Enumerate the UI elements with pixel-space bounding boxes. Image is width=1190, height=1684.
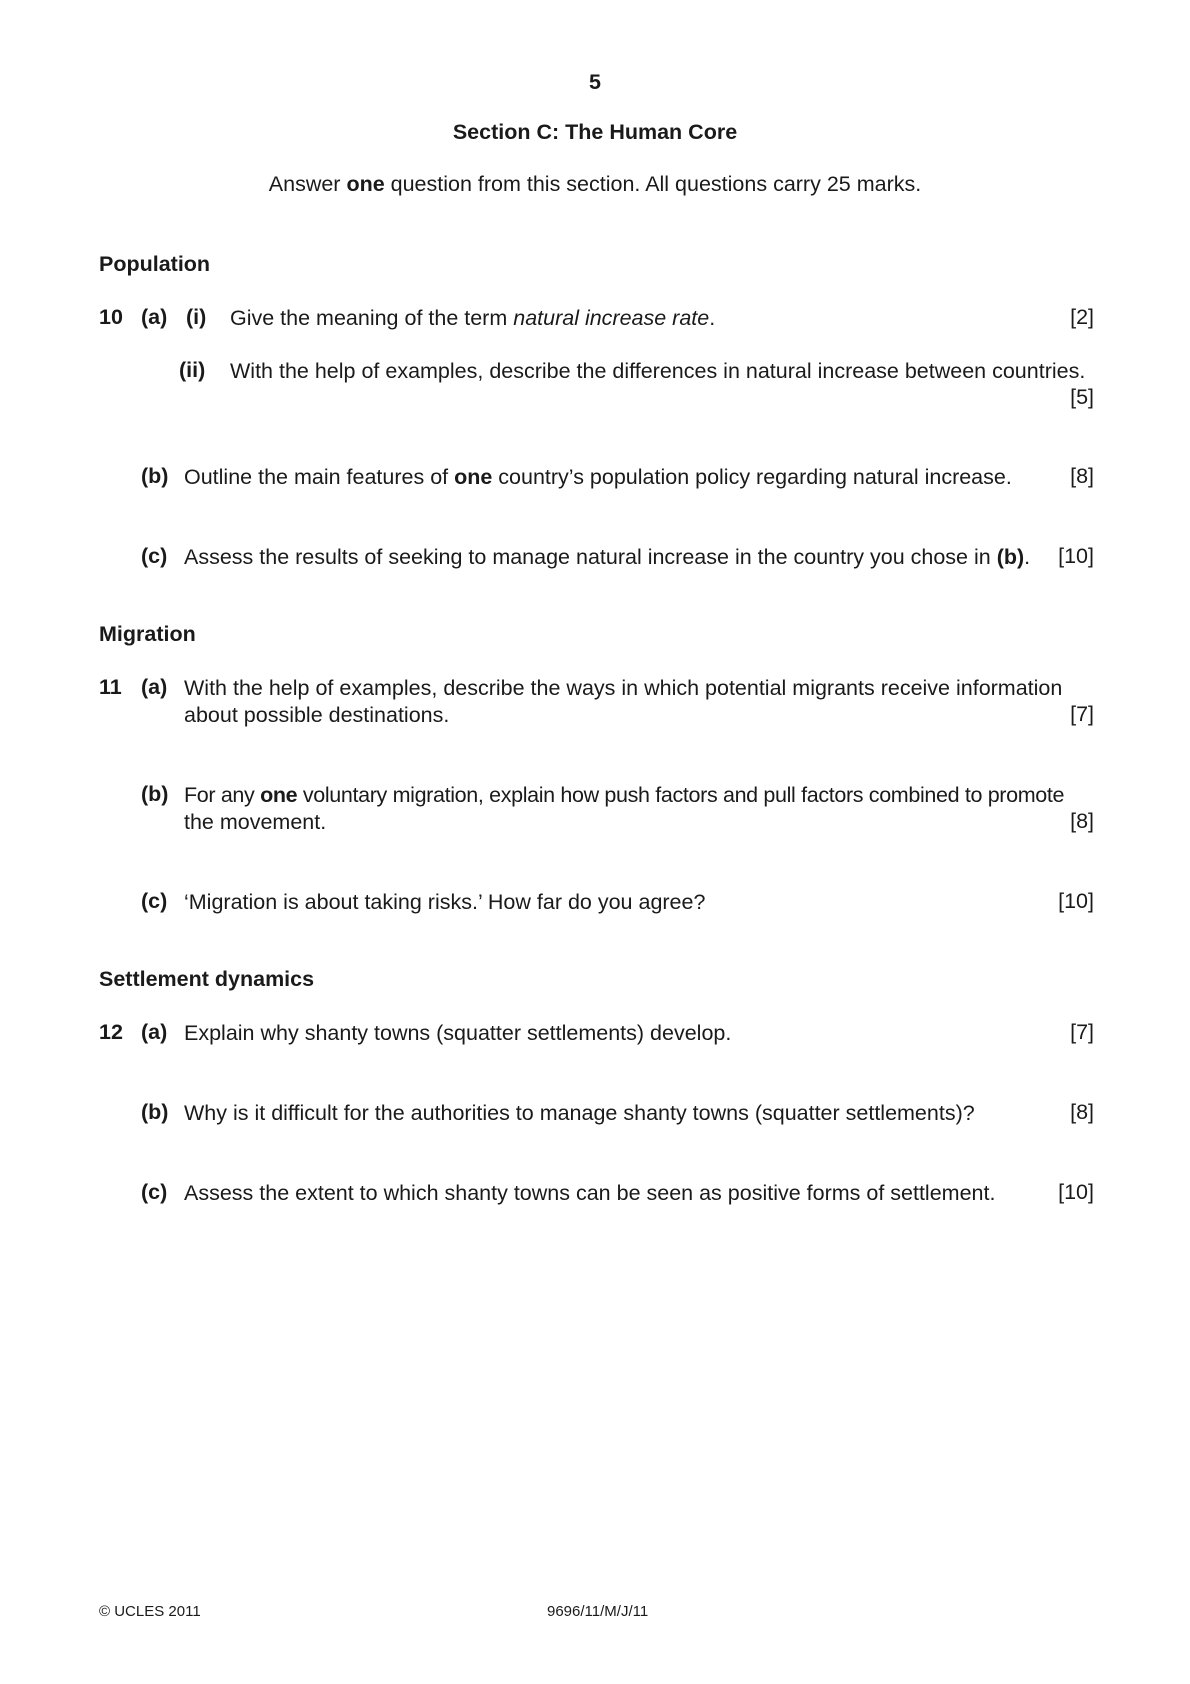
marks: [2] <box>1070 305 1094 329</box>
footer-copyright: © UCLES 2011 <box>99 1603 201 1620</box>
marks: [5] <box>1070 385 1094 409</box>
heading-migration: Migration <box>99 622 196 646</box>
question-text: ‘Migration is about taking risks.’ How far do you agree? <box>184 890 706 914</box>
question-text: With the help of examples, describe the differences in natural increase between countries. <box>230 359 1086 383</box>
question-text: Why is it difficult for the authorities to manage shanty towns (squatter settlements)? <box>184 1101 975 1125</box>
section-instruction: Answer one question from this section. All questions carry 25 marks. <box>268 172 922 196</box>
heading-population: Population <box>99 252 211 276</box>
part-label: (b) <box>141 1100 169 1124</box>
question-text: With the help of examples, describe the ways in which potential migrants receive information about possible destinations. <box>184 676 1063 727</box>
question-number: 10 <box>99 305 123 329</box>
question-text: Outline the main features of one country’s population policy regarding natural increase. <box>184 465 1012 489</box>
part-label: (c) <box>141 889 168 913</box>
marks: [10] <box>1058 1180 1094 1204</box>
footer-paper-code: 9696/11/M/J/11 <box>547 1603 649 1620</box>
subpart-label: (i) <box>186 305 207 329</box>
part-label: (c) <box>141 544 168 568</box>
heading-settlement-dynamics: Settlement dynamics <box>99 967 315 991</box>
marks: [10] <box>1058 544 1094 568</box>
marks: [8] <box>1070 1100 1094 1124</box>
question-text: Give the meaning of the term natural increase rate. <box>230 306 716 330</box>
question-text: Assess the results of seeking to manage natural increase in the country you chose in (b). <box>184 545 1031 569</box>
marks: [7] <box>1070 1020 1094 1044</box>
marks: [7] <box>1070 702 1094 726</box>
part-label: (a) <box>141 675 168 699</box>
question-number: 12 <box>99 1020 123 1044</box>
section-title: Section C: The Human Core <box>452 120 738 144</box>
marks: [10] <box>1058 889 1094 913</box>
part-label: (b) <box>141 464 169 488</box>
question-text: Assess the extent to which shanty towns can be seen as positive forms of settlement. <box>184 1181 996 1205</box>
part-label: (a) <box>141 305 168 329</box>
question-number: 11 <box>99 675 122 699</box>
question-text: For any one voluntary migration, explain how push factors and pull factors combined to promote the movement. <box>184 783 1065 834</box>
part-label: (a) <box>141 1020 168 1044</box>
subpart-label: (ii) <box>179 358 206 382</box>
page-number: 5 <box>589 70 601 94</box>
part-label: (c) <box>141 1180 168 1204</box>
marks: [8] <box>1070 809 1094 833</box>
marks: [8] <box>1070 464 1094 488</box>
question-text: Explain why shanty towns (squatter settlements) develop. <box>184 1021 732 1045</box>
part-label: (b) <box>141 782 169 806</box>
